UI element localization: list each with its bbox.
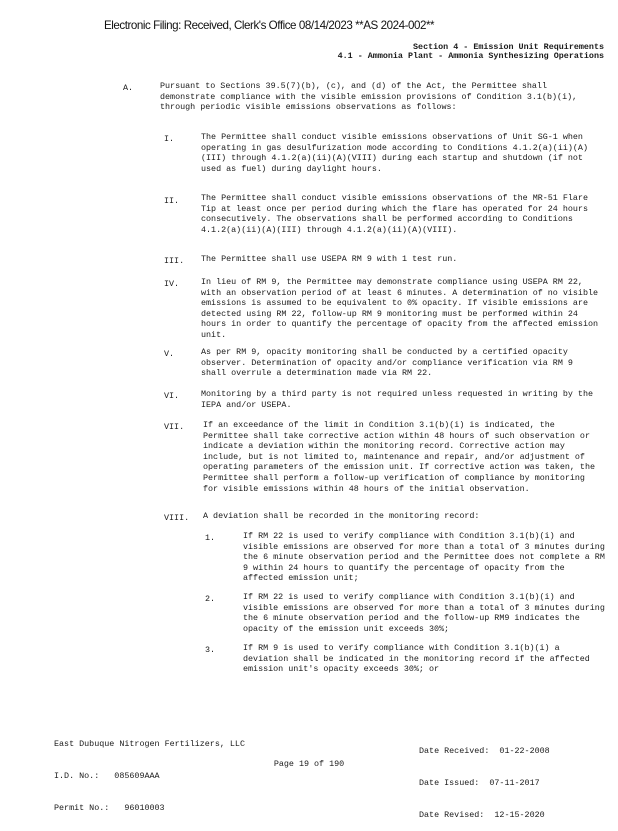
paragraph-label-a: A. bbox=[123, 83, 134, 93]
footer-id-number: I.D. No.: 085609AAA bbox=[54, 770, 160, 781]
item-iv-text: In lieu of RM 9, the Permittee may demonstrate compliance using USEPA RM 22, with an observation period of at least 6 minutes. A determination of no visible emissions is assumed to be equivalent to 0% opacity. If visible emissions are detected using RM 22, follow-up RM 9 monitoring must be performed within 24 hours in order to quantify the percentage of opacity from the affected emission unit. bbox=[201, 277, 599, 340]
item-i-text: The Permittee shall conduct visible emissions observations of Unit SG-1 when operating in gas desulfurization mode according to Conditions 4.1.2(a)(ii)(A)(III) through 4.1.2(a)(ii)(A)(VIII) during each startup and shutdown (if not used as fuel) during daylight hours. bbox=[201, 132, 588, 174]
item-v-text: As per RM 9, opacity monitoring shall be conducted by a certified opacity observer. Determination of opacity and/or compliance verification via RM 9 shall overrule a determination made via RM 22. bbox=[201, 347, 573, 379]
section-heading: Section 4 - Emission Unit Requirements bbox=[413, 42, 604, 52]
footer-permit-number: Permit No.: 96010003 bbox=[54, 802, 165, 813]
item-label-viii: VIII. bbox=[164, 513, 190, 523]
item-label-iii: III. bbox=[164, 256, 185, 266]
footer-company: East Dubuque Nitrogen Fertilizers, LLC bbox=[54, 739, 245, 750]
electronic-filing-stamp: Electronic Filing: Received, Clerk's Office 08/14/2023 **AS 2024-002** bbox=[104, 19, 435, 32]
subitem-label-1: 1. bbox=[205, 533, 216, 543]
footer-dates bbox=[419, 725, 550, 831]
page-number: Page 19 of 190 bbox=[273, 759, 345, 769]
subitem-label-2: 2. bbox=[205, 594, 216, 604]
subitem-2-text: If RM 22 is used to verify compliance with Condition 3.1(b)(i) and visible emissions are observed for more than a total of 3 minutes during the 6 minute observation period and the follow-up RM9 indicates the opacity of the emission unit exceeds 30%; bbox=[243, 592, 605, 634]
subitem-label-3: 3. bbox=[205, 645, 216, 655]
item-label-vi: VI. bbox=[164, 391, 180, 401]
item-label-ii: II. bbox=[164, 196, 180, 206]
paragraph-a-text: Pursuant to Sections 39.5(7)(b), (c), and (d) of the Act, the Permittee shall demonstrate compliance with the visible emission provisions of Condition 3.1(b)(i), through periodic visible emissions observations as follows: bbox=[160, 81, 578, 113]
footer-facility-info bbox=[54, 718, 245, 824]
item-ii-text: The Permittee shall conduct visible emissions observations of the MR-51 Flare Tip at least once per period during which the flare has operated for 24 hours consecutively. The observations shall be performed according to Conditions 4.1.2(a)(ii)(A)(III) through 4.1.2(a)(ii)(A)(VIII). bbox=[201, 193, 588, 235]
item-vi-text: Monitoring by a third party is not required unless requested in writing by the IEPA and/or USEPA. bbox=[201, 389, 594, 410]
item-label-vii: VII. bbox=[164, 422, 185, 432]
item-label-i: I. bbox=[164, 134, 175, 144]
footer-date-revised: Date Revised: 12-15-2020 bbox=[419, 809, 545, 820]
footer-date-issued: Date Issued: 07-11-2017 bbox=[419, 777, 540, 788]
item-vii-text: If an exceedance of the limit in Condition 3.1(b)(i) is indicated, the Permittee shall take corrective action within 48 hours of such observation or indicate a deviation within the monitoring record. Corrective action may include, but is not limited to, maintenance and repair, and/or adjustment of operating parameters of the emission unit. If corrective action was taken, the Permittee shall perform a follow-up verification of compliance by monitoring for visible emissions within 48 hours of the initial observation. bbox=[203, 420, 596, 494]
item-viii-text: A deviation shall be recorded in the monitoring record: bbox=[203, 511, 480, 521]
item-label-iv: IV. bbox=[164, 279, 180, 289]
subitem-3-text: If RM 9 is used to verify compliance with Condition 3.1(b)(i) a deviation shall be indicated in the monitoring record if the affected emission unit's opacity exceeds 30%; or bbox=[243, 643, 590, 675]
item-iii-text: The Permittee shall use USEPA RM 9 with 1 test run. bbox=[201, 254, 458, 264]
subitem-1-text: If RM 22 is used to verify compliance with Condition 3.1(b)(i) and visible emissions are observed for more than a total of 3 minutes during the 6 minute observation period and the Permittee does not complete a RM 9 within 24 hours to quantify the percentage of opacity from the affected emission unit; bbox=[243, 531, 605, 584]
subsection-heading: 4.1 - Ammonia Plant - Ammonia Synthesizing Operations bbox=[337, 51, 604, 61]
footer-date-received: Date Received: 01-22-2008 bbox=[419, 746, 550, 757]
item-label-v: V. bbox=[164, 349, 175, 359]
